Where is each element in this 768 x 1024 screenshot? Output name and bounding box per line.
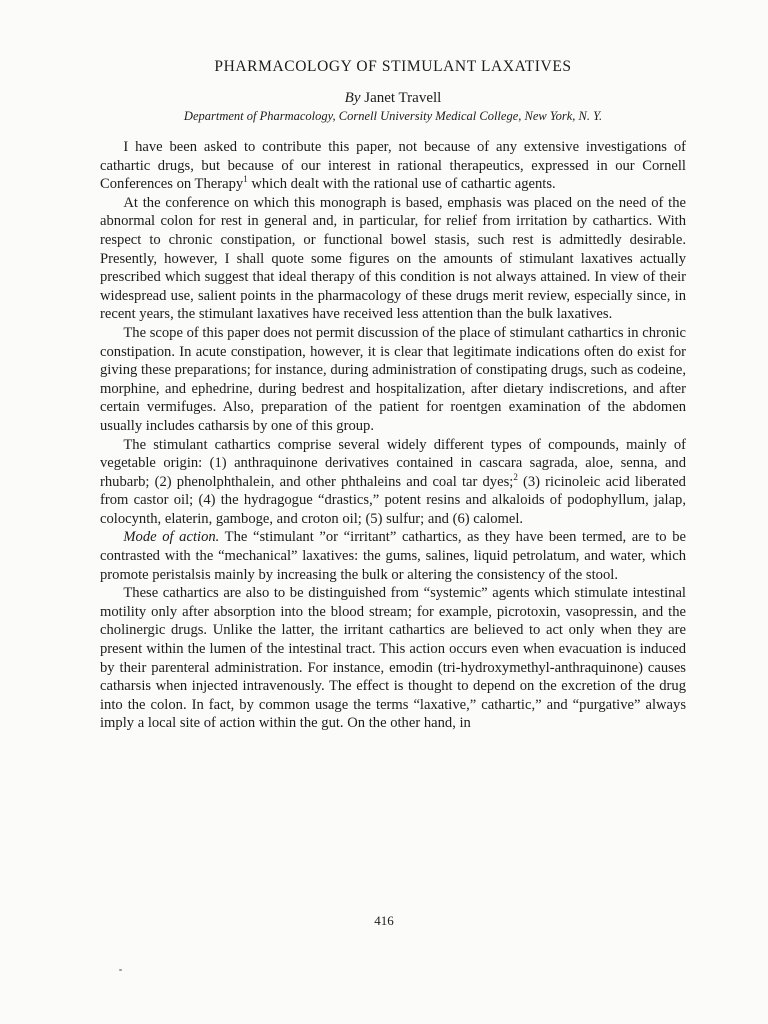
author-name: Janet Travell	[364, 90, 442, 106]
footnote-ref: 1	[243, 174, 248, 185]
paragraph	[100, 436, 686, 529]
article	[100, 58, 686, 733]
paragraph-text: The “stimulant ”or “irritant” cathartics, as they have been termed, are to be contrasted with the “mechanical” laxatives: the gums, salines, liquid petrolatum, and water, which promote peristalsis mainly by increasing the bulk or altering the consistency of the stool.	[100, 529, 686, 583]
footnote-ref: 2	[513, 471, 518, 482]
scan-speck	[119, 969, 122, 971]
paragraph-text: I have been asked to contribute this paper, not because of any extensive investigations of cathartic drugs, but because of our interest in rational therapeutics, expressed in our Cornell Conferences on Therapy	[100, 139, 686, 193]
page-number: 416	[374, 913, 394, 928]
paragraph	[100, 324, 686, 436]
section-run-in-heading: Mode of action.	[123, 529, 220, 546]
paragraph	[100, 584, 686, 733]
paragraph-text: which dealt with the rational use of cathartic agents.	[247, 176, 556, 193]
author-affiliation: Department of Pharmacology, Cornell University Medical College, New York, N. Y.	[183, 109, 603, 123]
paragraph	[100, 528, 686, 584]
author-byline	[100, 90, 686, 107]
paragraph-text: At the conference on which this monograph is based, emphasis was placed on the need of the abnormal colon for rest in general and, in particular, for relief from irritation by cathartics. With respect to chronic constipation, or functional bowel stasis, such rest is admittedly desirable. Presently, however, I shall quote some figures on the amounts of stimulant laxatives actually prescribed which suggest that ideal therapy of this condition is not always attained. In view of their widespread use, salient points in the pharmacology of these drugs merit review, especially since, in recent years, the stimulant laxatives have received less attention than the bulk laxatives.	[100, 194, 686, 323]
article-title: PHARMACOLOGY OF STIMULANT LAXATIVES	[214, 58, 572, 75]
byline-prefix: By	[344, 90, 361, 106]
paragraph	[100, 138, 686, 194]
article-body	[100, 138, 686, 733]
paragraph	[100, 194, 686, 324]
paragraph-text: The stimulant cathartics comprise several widely different types of compounds, mainly of vegetable origin: (1) anthraquinone derivatives contained in cascara sagrada, aloe, senna, and rhubarb; (2) phenolphthalein, and other phthaleins and coal tar dyes;	[100, 436, 686, 490]
paragraph-text: (3) ricinoleic acid liberated from castor oil; (4) the hydragogue “drastics,” potent resins and alkaloids of podophyllum, jalap, colocynth, elaterin, gamboge, and croton oil; (5) sulfur; and (6) calomel.	[100, 473, 686, 527]
paragraph-text: The scope of this paper does not permit discussion of the place of stimulant cathartics in chronic constipation. In acute constipation, however, it is clear that legitimate indications often do exist for giving these preparations; for instance, during administration of constipating drugs, such as codeine, morphine, and ephedrine, during bedrest and hospitalization, after dietary indiscretions, and after certain vermifuges. Also, preparation of the patient for roentgen examination of the abdomen usually includes catharsis by one of this group.	[100, 324, 686, 434]
paragraph-text: These cathartics are also to be distinguished from “systemic” agents which stimulate intestinal motility only after absorption into the blood stream; for example, picrotoxin, vasopressin, and the cholinergic drugs. Unlike the latter, the irritant cathartics are believed to act only when they are present within the lumen of the intestinal tract. This action occurs even when evacuation is induced by their parenteral administration. For instance, emodin (tri-hydroxymethyl-anthraquinone) causes catharsis when injected intravenously. The effect is thought to depend on the excretion of the drug into the colon. In fact, by common usage the terms “laxative,” cathartic,” and “purgative” always imply a local site of action within the gut. On the other hand, in	[100, 585, 686, 732]
